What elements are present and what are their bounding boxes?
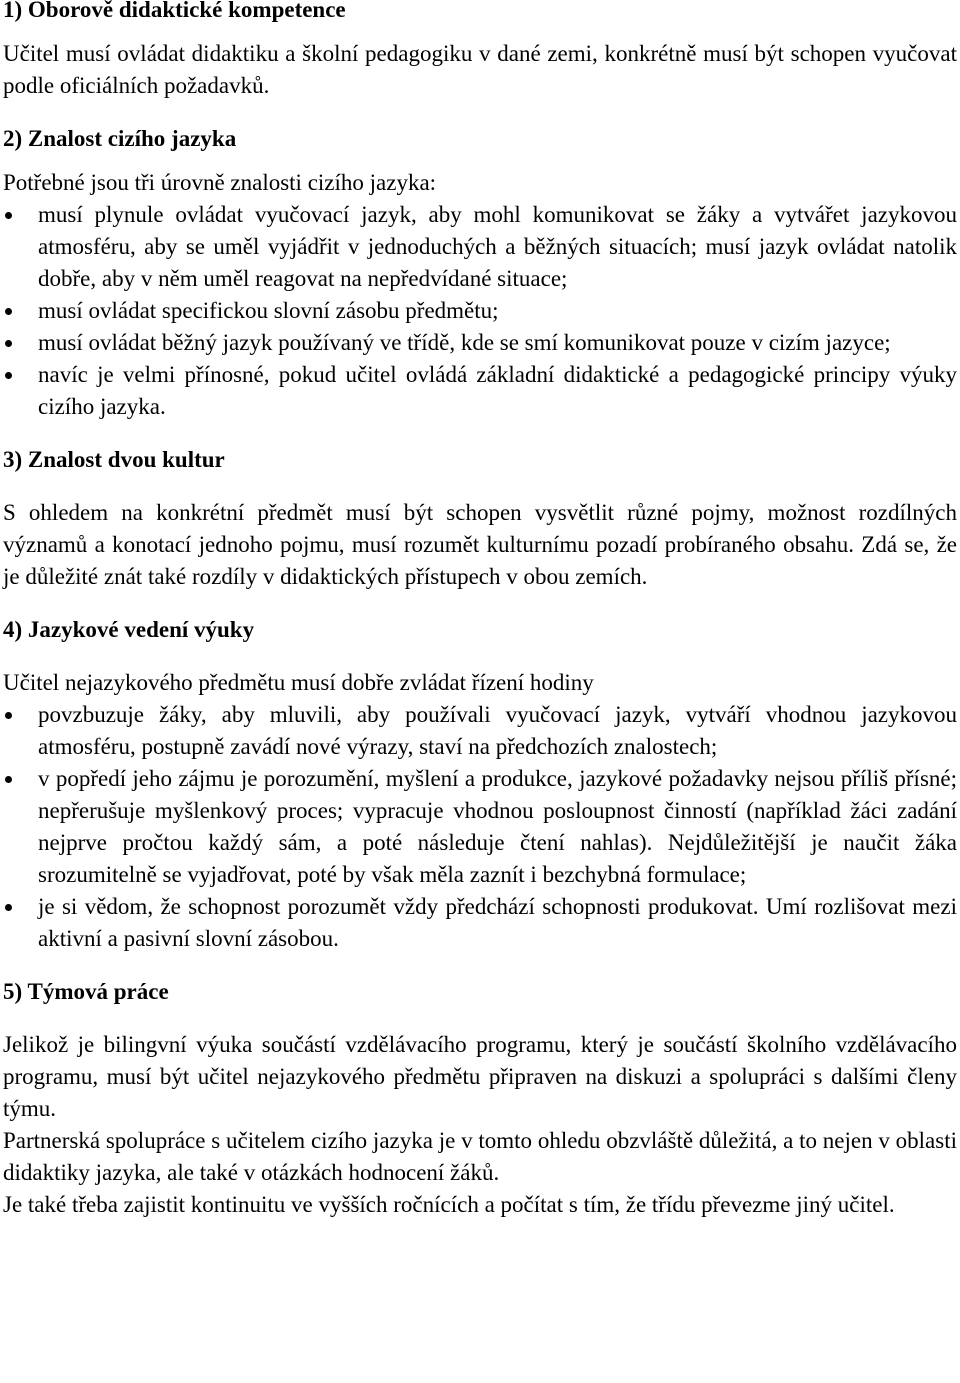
section-1-heading: 1) Oborově didaktické kompetence bbox=[3, 0, 346, 22]
list-item: v popředí jeho zájmu je porozumění, myšlení a produkce, jazykové požadavky nejsou příliš přísné; nepřerušuje myšlenkový proces; vypracuje vhodnou posloupnost činností (například žáci zadání nejprve pročtou každý sám, a poté následuje čtení nahlas). Nejdůležitější je naučit žáka srozumitelně se vyjadřovat, poté by však měla zaznít i bezchybná formulace; bbox=[3, 763, 957, 891]
section-4-heading: 4) Jazykové vedení výuky bbox=[3, 617, 255, 642]
list-item: povzbuzuje žáky, aby mluvili, aby používali vyučovací jazyk, vytváří vhodnou jazykovou atmosféru, postupně zavádí nové výrazy, staví na předchozích znalostech; bbox=[3, 699, 957, 763]
list-item: musí plynule ovládat vyučovací jazyk, aby mohl komunikovat se žáky a vytvářet jazykovou atmosféru, aby se uměl vyjádřit v jednoduchých a běžných situacích; musí jazyk ovládat natolik dobře, aby v něm uměl reagovat na nepředvídané situace; bbox=[3, 199, 957, 295]
section-4-bullet-list bbox=[3, 699, 957, 955]
section-5-paragraph-2: Partnerská spolupráce s učitelem cizího jazyka je v tomto ohledu obzvláště důležitá, a to nejen v oblasti didaktiky jazyka, ale také v otázkách hodnocení žáků. bbox=[3, 1128, 957, 1185]
section-3-heading: 3) Znalost dvou kultur bbox=[3, 447, 225, 472]
section-5-paragraph-1: Jelikož je bilingvní výuka součástí vzdělávacího programu, který je součástí školního vzdělávacího programu, musí být učitel nejazykového předmětu připraven na diskuzi a spolupráci s dalšími členy týmu. bbox=[3, 1032, 957, 1121]
section-4-intro: Učitel nejazykového předmětu musí dobře zvládat řízení hodiny bbox=[3, 670, 594, 695]
list-item: musí ovládat specifickou slovní zásobu předmětu; bbox=[3, 295, 957, 327]
section-2-bullet-list bbox=[3, 199, 957, 423]
section-2-intro: Potřebné jsou tři úrovně znalosti cizího jazyka: bbox=[3, 170, 437, 195]
section-1-paragraph: Učitel musí ovládat didaktiku a školní pedagogiku v dané zemi, konkrétně musí být schopen vyučovat podle oficiálních požadavků. bbox=[3, 41, 957, 98]
list-item: je si vědom, že schopnost porozumět vždy předchází schopnosti produkovat. Umí rozlišovat mezi aktivní a pasivní slovní zásobou. bbox=[3, 891, 957, 955]
section-2-heading: 2) Znalost cizího jazyka bbox=[3, 126, 237, 151]
section-5-heading: 5) Týmová práce bbox=[3, 979, 169, 1004]
section-5-paragraph-3: Je také třeba zajistit kontinuitu ve vyšších ročnících a počítat s tím, že třídu převezme jiný učitel. bbox=[3, 1192, 895, 1217]
section-3-paragraph: S ohledem na konkrétní předmět musí být schopen vysvětlit různé pojmy, možnost rozdílných významů a konotací jednoho pojmu, musí rozumět kulturnímu pozadí probíraného obsahu. Zdá se, že je důležité znát také rozdíly v didaktických přístupech v obou zemích. bbox=[3, 500, 957, 589]
list-item: navíc je velmi přínosné, pokud učitel ovládá základní didaktické a pedagogické principy výuky cizího jazyka. bbox=[3, 359, 957, 423]
list-item: musí ovládat běžný jazyk používaný ve třídě, kde se smí komunikovat pouze v cizím jazyce; bbox=[3, 327, 957, 359]
